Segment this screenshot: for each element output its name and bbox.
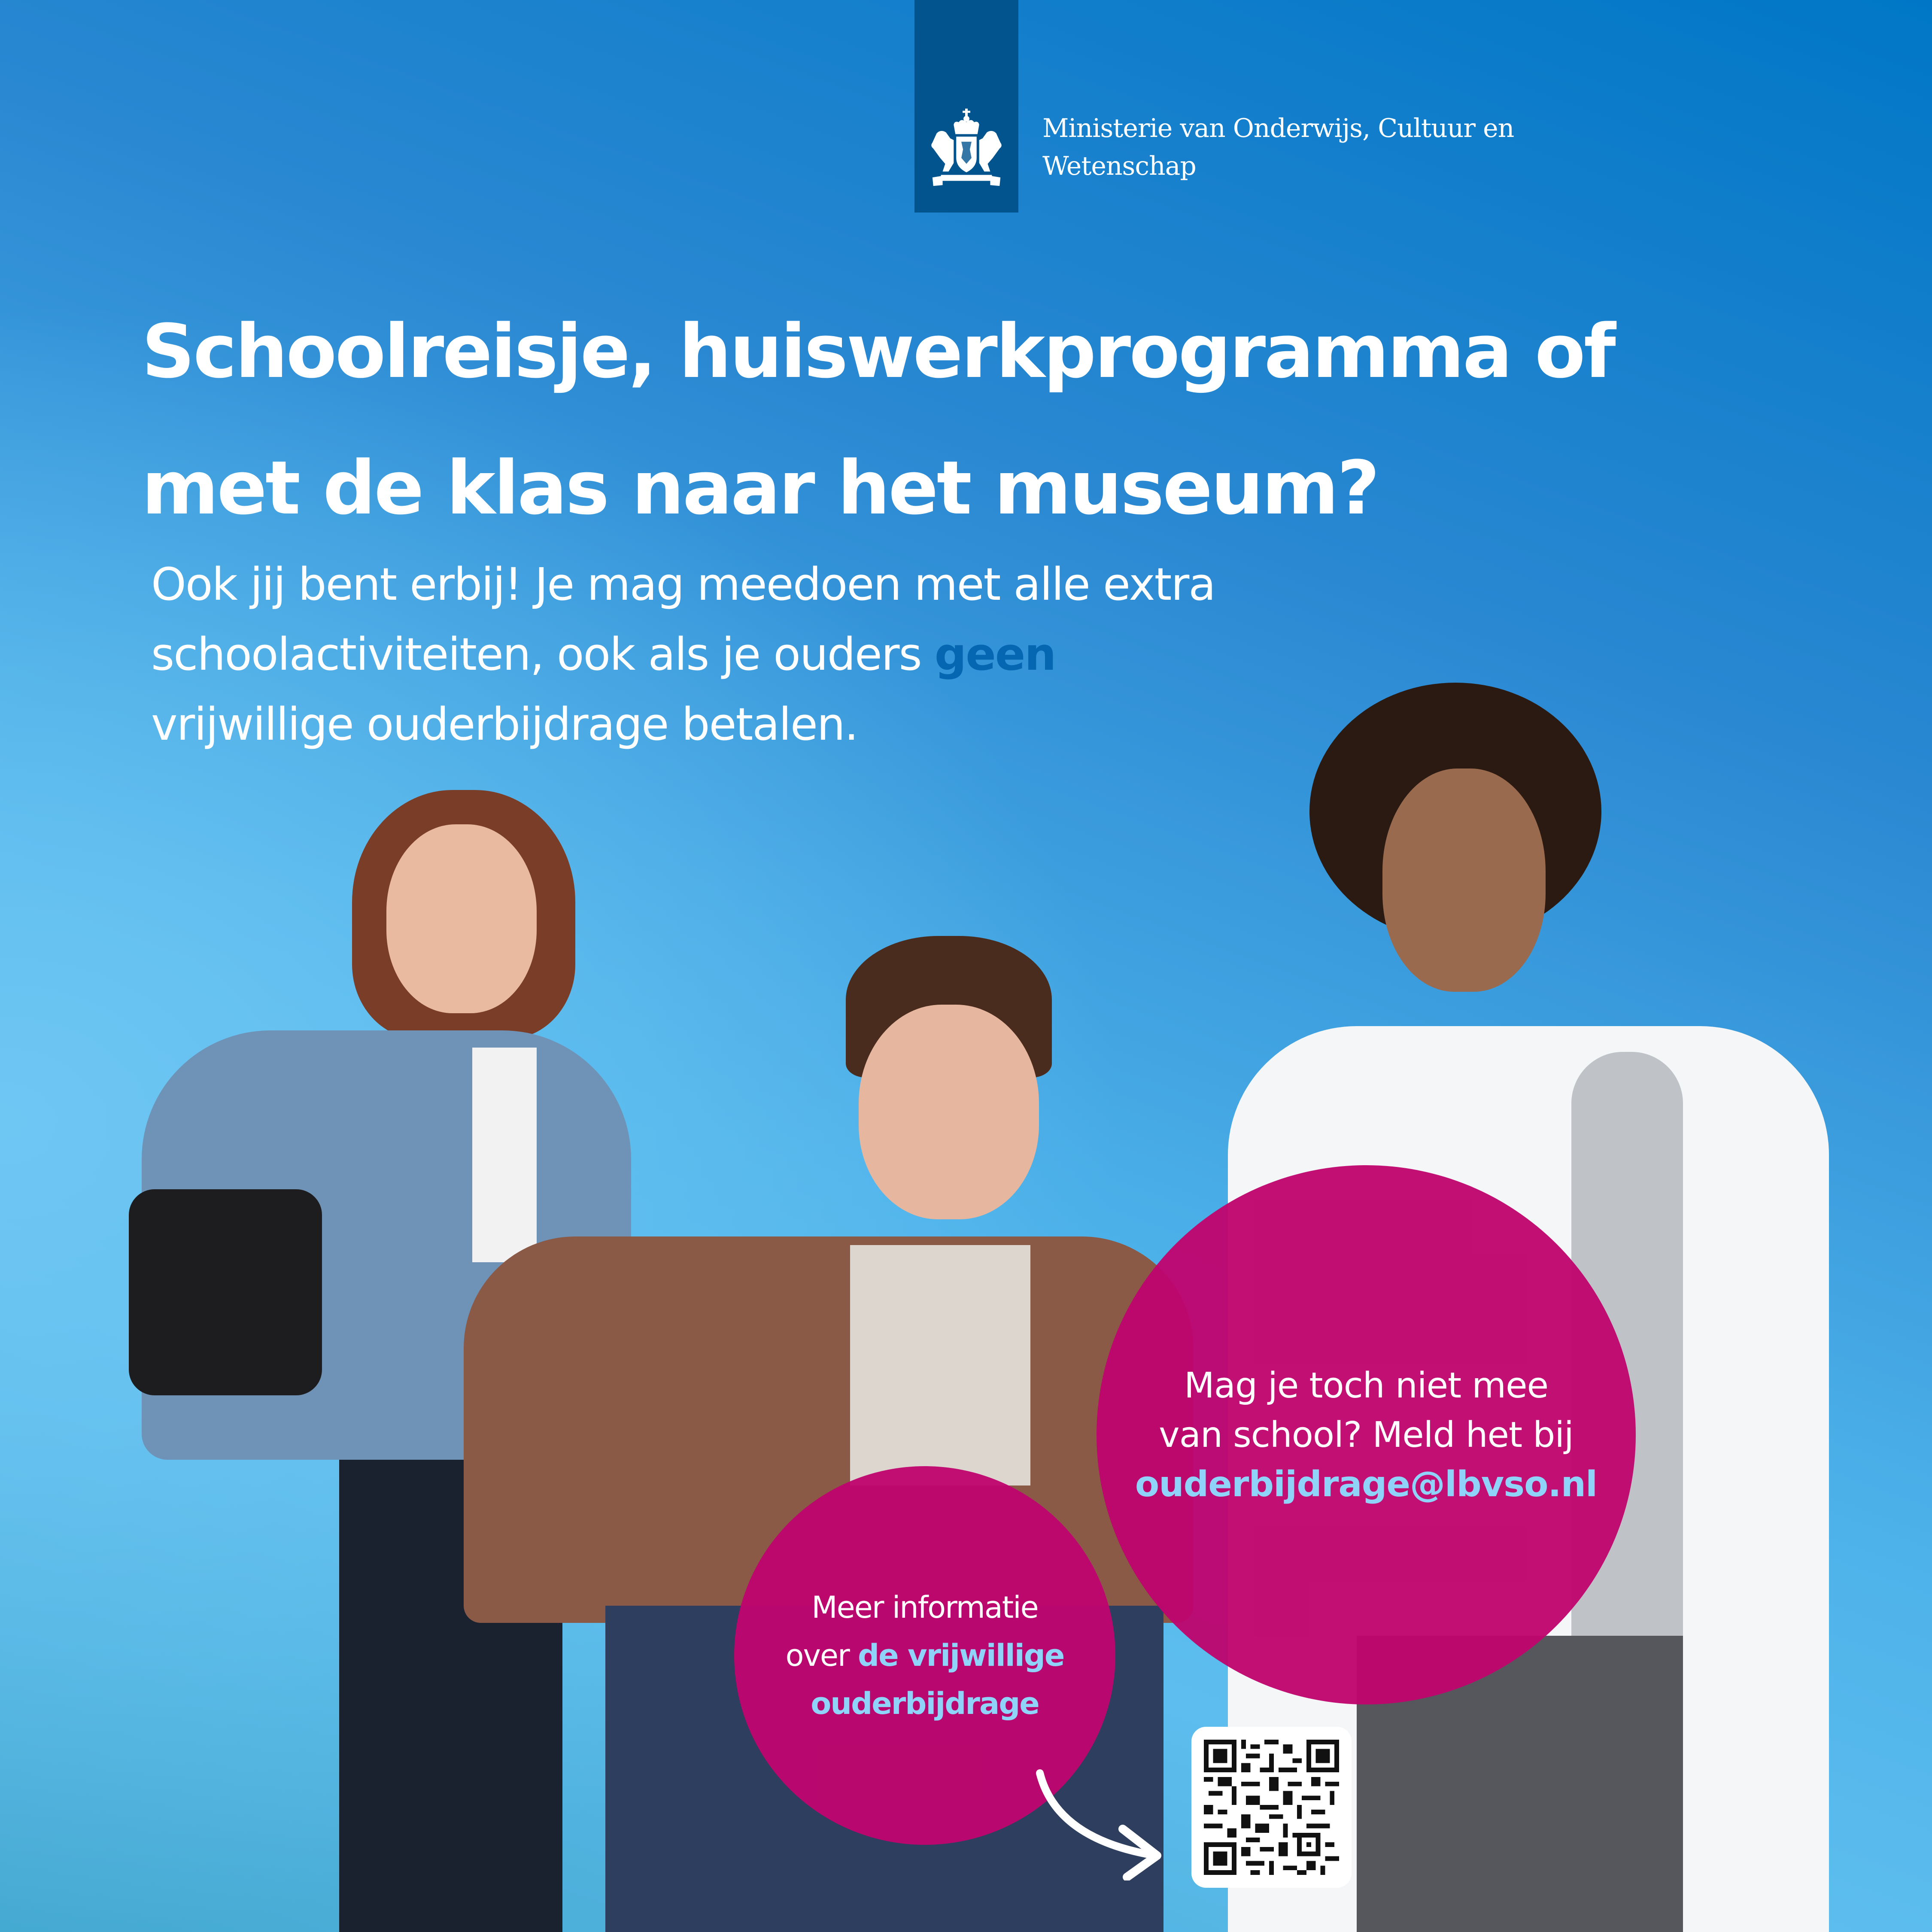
qr-code-card[interactable] xyxy=(1191,1727,1352,1888)
headline xyxy=(142,283,1816,556)
headline-line2: met de klas naar het museum? xyxy=(142,445,1378,531)
curved-arrow-right-icon xyxy=(1030,1765,1176,1880)
report-callout-circle xyxy=(1097,1165,1636,1704)
intro-line3: vrijwillige ouderbijdrage betalen. xyxy=(151,698,858,750)
intro-emphasis-geen: geen xyxy=(934,628,1056,680)
ministry-name-line2: Wetenschap xyxy=(1042,151,1196,181)
ministry-name xyxy=(1042,109,1514,185)
headline-line1: Schoolreisje, huiswerkprogramma of xyxy=(142,308,1614,395)
qr-code-icon[interactable] xyxy=(1203,1740,1340,1875)
intro-line2-text: schoolactiviteiten, ook als je ouders xyxy=(151,628,935,680)
ministry-logo-banner xyxy=(914,0,1018,213)
info-link-part1[interactable]: de vrijwillige xyxy=(858,1638,1064,1673)
info-line2-text: over xyxy=(785,1638,858,1673)
ministry-name-line1: Ministerie van Onderwijs, Cultuur en xyxy=(1042,113,1514,143)
info-line1: Meer informatie xyxy=(811,1590,1038,1625)
info-line2 xyxy=(786,1631,1064,1680)
info-link-part2[interactable]: ouderbijdrage xyxy=(811,1686,1039,1721)
report-line1: Mag je toch niet mee xyxy=(1184,1365,1549,1406)
coat-of-arms-icon xyxy=(924,107,1009,189)
report-email-link[interactable]: ouderbijdrage@lbvso.nl xyxy=(1135,1464,1598,1505)
report-line2: van school? Meld het bij xyxy=(1159,1414,1574,1455)
intro-line1: Ook jij bent erbij! Je mag meedoen met alle extra xyxy=(151,558,1215,611)
intro-line2 xyxy=(151,620,1439,690)
